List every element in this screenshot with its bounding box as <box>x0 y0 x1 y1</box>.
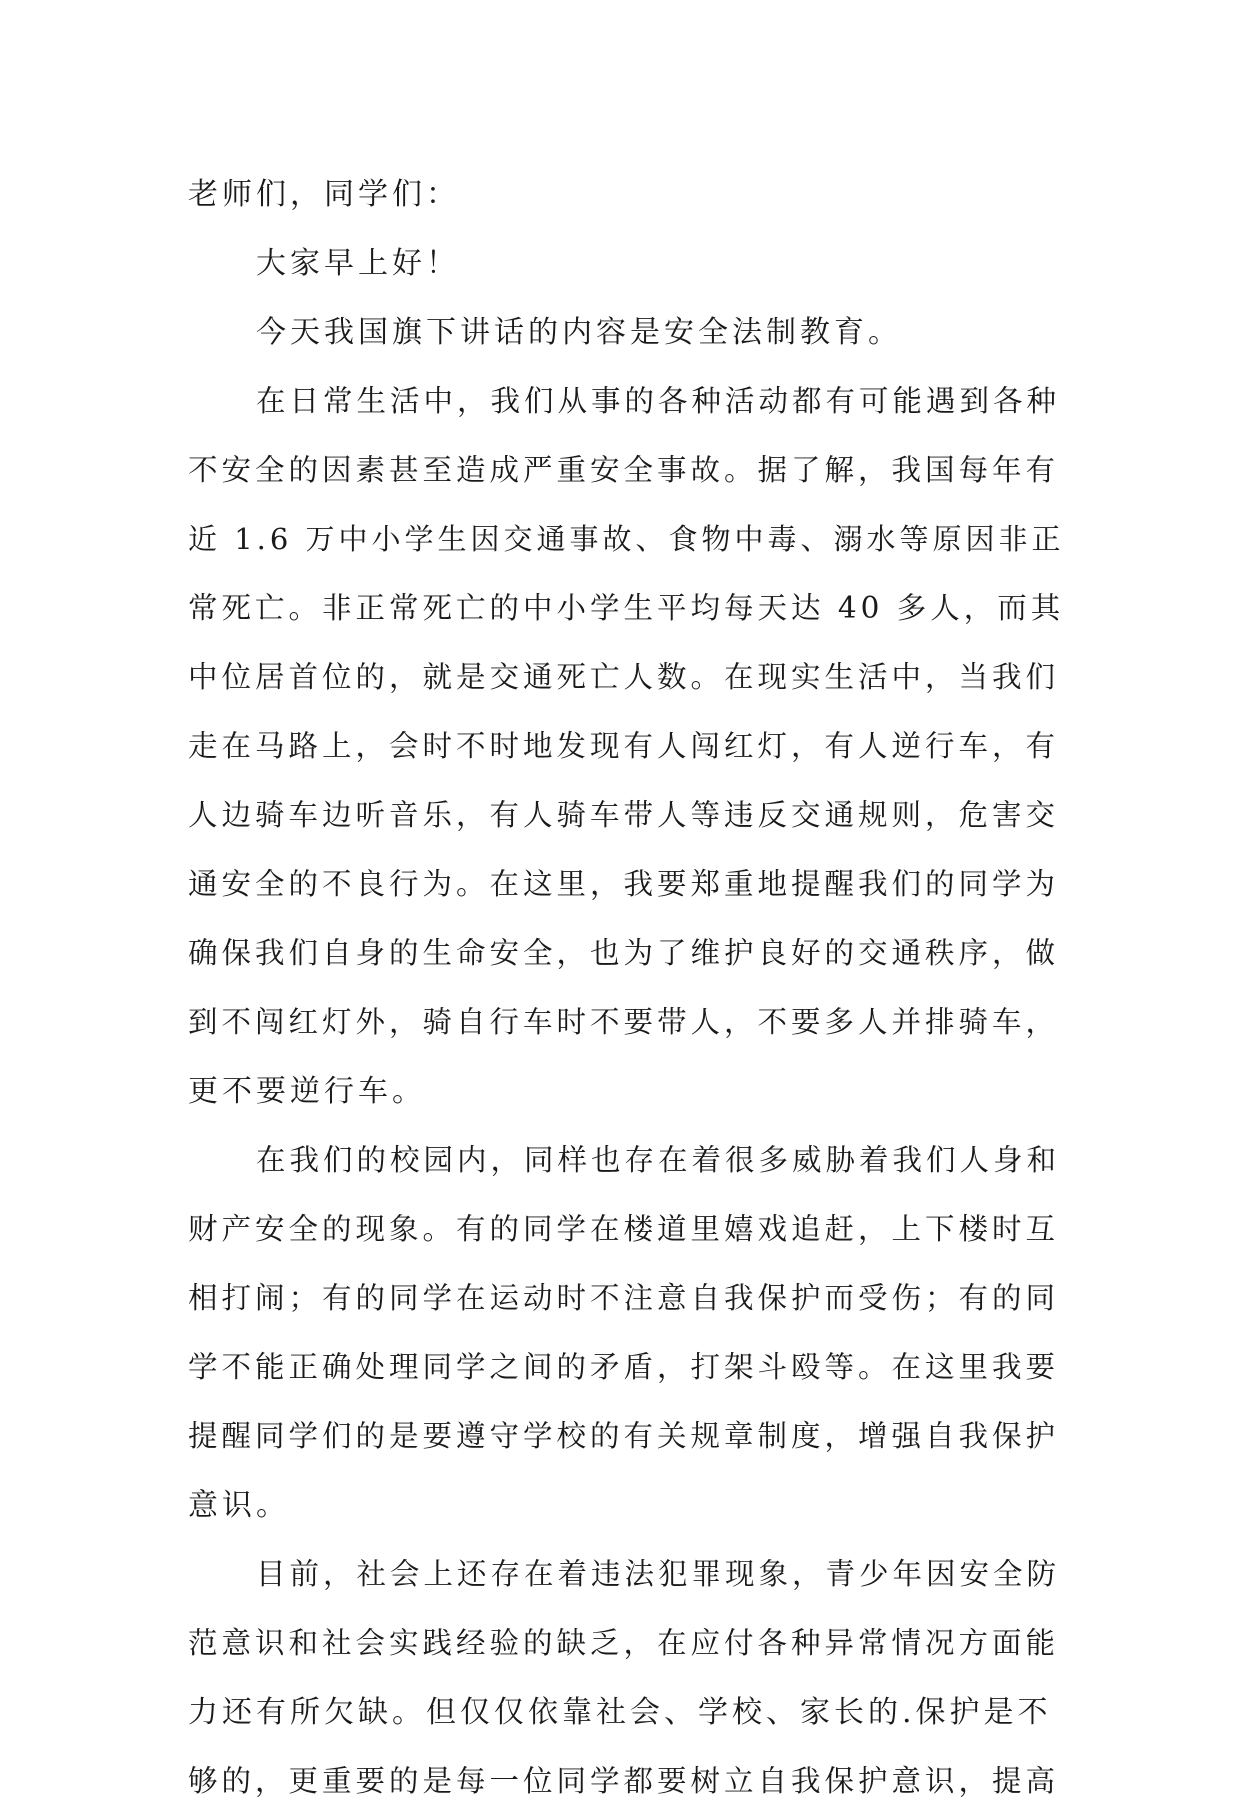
topic-line: 今天我国旗下讲话的内容是安全法制教育。 <box>256 315 902 350</box>
paragraph-line: 在我们的校园内，同样也存在着很多威胁着我们人身和 <box>256 1143 1061 1177</box>
paragraph-line: 确保我们自身的生命安全，也为了维护良好的交通秩序，做 <box>188 936 1060 970</box>
paragraph-line: 到不闯红灯外，骑自行车时不要带人，不要多人并排骑车， <box>188 1005 1060 1039</box>
paragraph-line: 通安全的不良行为。在这里，我要郑重地提醒我们的同学为 <box>188 867 1060 901</box>
paragraph-line: 更不要逆行车。 <box>188 1074 426 1109</box>
paragraph-line: 目前，社会上还存在着违法犯罪现象，青少年因安全防 <box>256 1557 1061 1591</box>
paragraph-line: 不安全的因素甚至造成严重安全事故。据了解，我国每年有 <box>188 453 1060 487</box>
paragraph-line: 走在马路上，会时不时地发现有人闯红灯，有人逆行车，有 <box>188 729 1060 763</box>
paragraph-line: 相打闹；有的同学在运动时不注意自我保护而受伤；有的同 <box>188 1281 1060 1315</box>
salutation-line: 老师们，同学们： <box>188 177 460 212</box>
document-body <box>188 160 1068 1816</box>
paragraph-line: 中位居首位的，就是交通死亡人数。在现实生活中，当我们 <box>188 660 1060 694</box>
paragraph-line: 在日常生活中，我们从事的各种活动都有可能遇到各种 <box>256 384 1061 418</box>
greeting-line: 大家早上好！ <box>256 246 460 281</box>
paragraph-line: 人边骑车边听音乐，有人骑车带人等违反交通规则，危害交 <box>188 798 1060 832</box>
paragraph-line: 范意识和社会实践经验的缺乏，在应付各种异常情况方面能 <box>188 1626 1060 1660</box>
paragraph-line: 学不能正确处理同学之间的矛盾，打架斗殴等。在这里我要 <box>188 1350 1060 1384</box>
paragraph-line: 常死亡。非正常死亡的中小学生平均每天达 40 多人，而其 <box>188 591 1065 625</box>
paragraph-line: 近 1.6 万中小学生因交通事故、食物中毒、溺水等原因非正 <box>188 522 1065 556</box>
paragraph-line: 财产安全的现象。有的同学在楼道里嬉戏追赶，上下楼时互 <box>188 1212 1060 1246</box>
paragraph-line: 力还有所欠缺。但仅仅依靠社会、学校、家长的.保护是不 <box>188 1695 1052 1730</box>
paragraph-line: 提醒同学们的是要遵守学校的有关规章制度，增强自我保护 <box>188 1419 1060 1453</box>
paragraph-line: 够的，更重要的是每一位同学都要树立自我保护意识，提高 <box>188 1764 1060 1798</box>
paragraph-line: 意识。 <box>188 1488 290 1523</box>
